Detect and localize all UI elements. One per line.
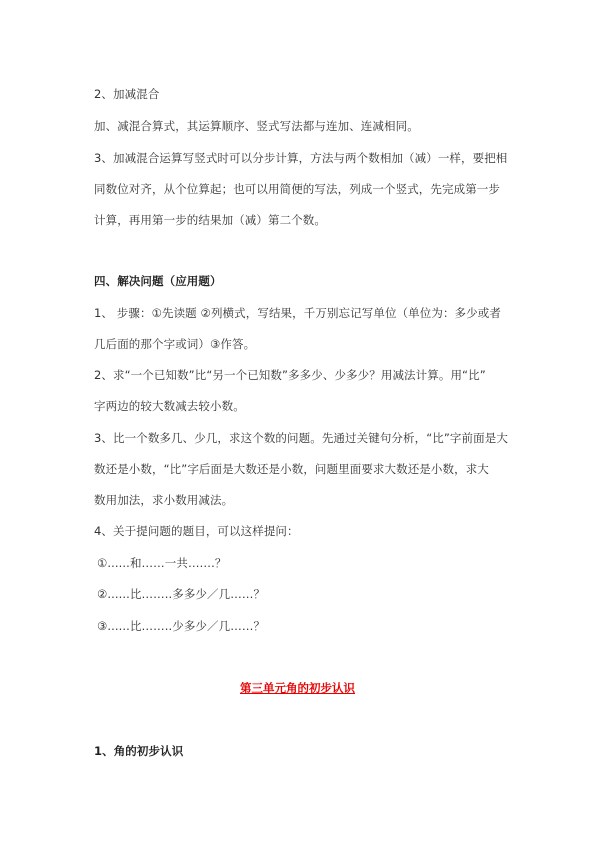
question-pattern-2: ②......比……..多多少／几……？ — [97, 587, 266, 601]
paragraph-vertical-line-1: 3、加减混合运算写竖式时可以分步计算，方法与两个数相加（减）一样，要把相 — [94, 151, 508, 165]
unit-title: 第三单元角的初步认识 — [240, 681, 355, 695]
question-pattern-1: ①......和……一共…….？ — [97, 556, 227, 570]
question-pattern-3: ③......比……..少多少／几……？ — [97, 619, 266, 633]
problem-item-4: 4、关于提问题的题目，可以这样提问： — [94, 524, 299, 538]
section-heading-mixed: 2、加减混合 — [94, 87, 160, 101]
problem-item-3-line-2: 数还是小数，“比”字后面是大数还是小数，问题里面要求大数还是小数，求大 — [94, 462, 489, 476]
paragraph-vertical-line-2: 同数位对齐，从个位算起；也可以用简便的写法，列成一个竖式，先完成第一步 — [94, 182, 500, 196]
section-heading-problems: 四、解决问题（应用题） — [94, 274, 222, 288]
problem-item-3-line-3: 数用加法，求小数用减法。 — [94, 493, 234, 507]
paragraph-mixed-rule: 加、减混合算式，其运算顺序、竖式写法都与连加、连减相同。 — [94, 119, 419, 133]
problem-item-1-line-1: 1、 步骤：①先读题 ②列横式，写结果，千万别忘记写单位（单位为：多少或者 — [94, 306, 501, 320]
paragraph-vertical-line-3: 计算，再用第一步的结果加（减）第二个数。 — [94, 213, 326, 227]
problem-item-1-line-2: 几后面的那个字或词）③作答。 — [94, 337, 256, 351]
subsection-heading-angle: 1、角的初步认识 — [94, 744, 184, 758]
problem-item-2-line-1: 2、求“一个已知数”比“另一个已知数”多多少、少多少？用减法计算。用“比” — [94, 368, 486, 382]
problem-item-2-line-2: 字两边的较大数减去较小数。 — [94, 399, 245, 413]
problem-item-3-line-1: 3、比一个数多几、少几，求这个数的问题。先通过关键句分析，“比”字前面是大 — [94, 431, 508, 445]
